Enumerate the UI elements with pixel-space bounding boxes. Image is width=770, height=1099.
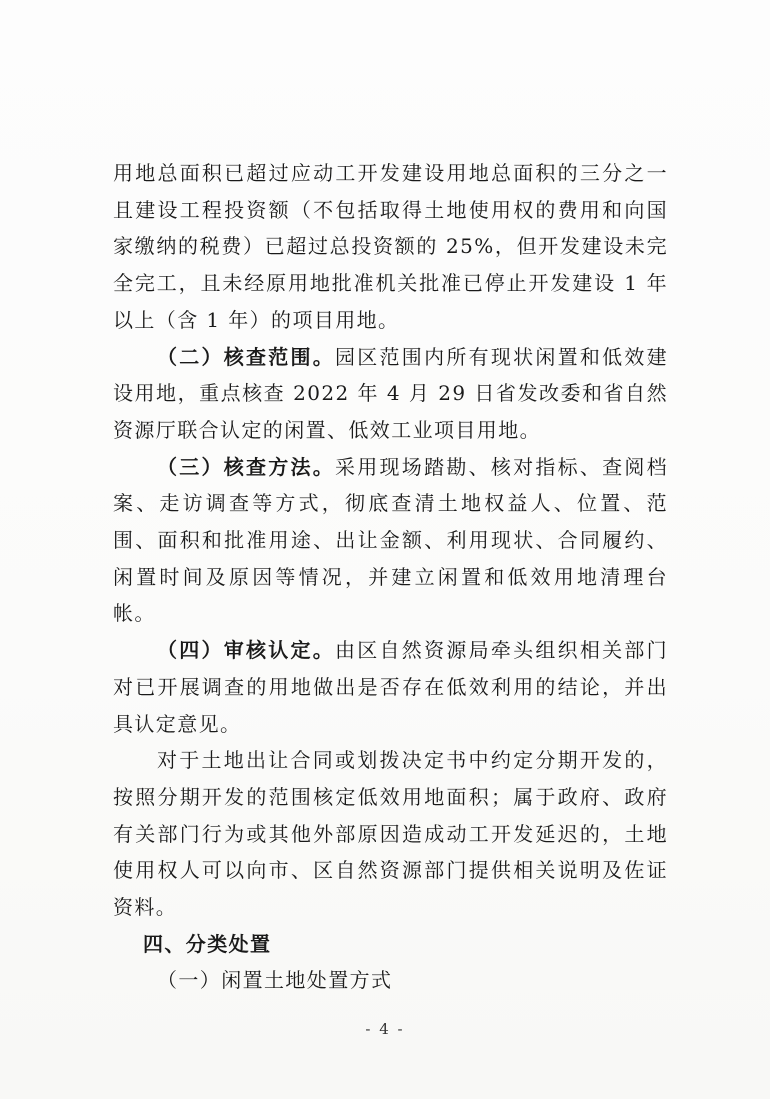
paragraph-review: [113, 632, 668, 742]
paragraph-continuation: 用地总面积已超过应动工开发建设用地总面积的三分之一且建设工程投资额（不包括取得土地使用权的费用和向国家缴纳的税费）已超过总投资额的 25%，但开发建设未完全完工，且未经原用地批准机关批准已停止开发建设 1 年以上（含 1 年）的项目用地。: [113, 161, 668, 332]
method-lead: （三）核查方法。: [157, 454, 336, 479]
paragraph-scope: [113, 339, 668, 449]
paragraph-phased: 对于土地出让合同或划拨决定书中约定分期开发的，按照分期开发的范围核定低效用地面积；属于政府、政府有关部门行为或其他外部原因造成动工开发延迟的，土地使用权人可以向市、区自然资源部门提供相关说明及佐证资料。: [113, 748, 668, 920]
scope-text: 园区范围内所有现状闲置和低效建设用地，重点核查 2022 年 4 月 29 日省发改委和省自然资源厅联合认定的闲置、低效工业项目用地。: [113, 344, 669, 442]
review-lead: （四）审核认定。: [157, 638, 336, 663]
page-number: - 4 -: [365, 1020, 405, 1038]
section-heading: 四、分类处置: [143, 931, 272, 956]
review-text: 由区自然资源局牵头组织相关部门对已开展调查的用地做出是否存在低效利用的结论，并出具认定意见。: [113, 638, 669, 736]
scope-lead: （二）核查范围。: [157, 344, 336, 369]
method-text: 采用现场踏勘、核对指标、查阅档案、走访调查等方式，彻底查清土地权益人、位置、范围、面积和批准用途、出让金额、利用现状、合同履约、闲置时间及原因等情况，并建立闲置和低效用地清理台帐。: [113, 454, 669, 626]
sub-heading: （一）闲置土地处置方式: [157, 968, 393, 993]
document-body: [113, 155, 668, 999]
paragraph-method: [113, 449, 668, 633]
